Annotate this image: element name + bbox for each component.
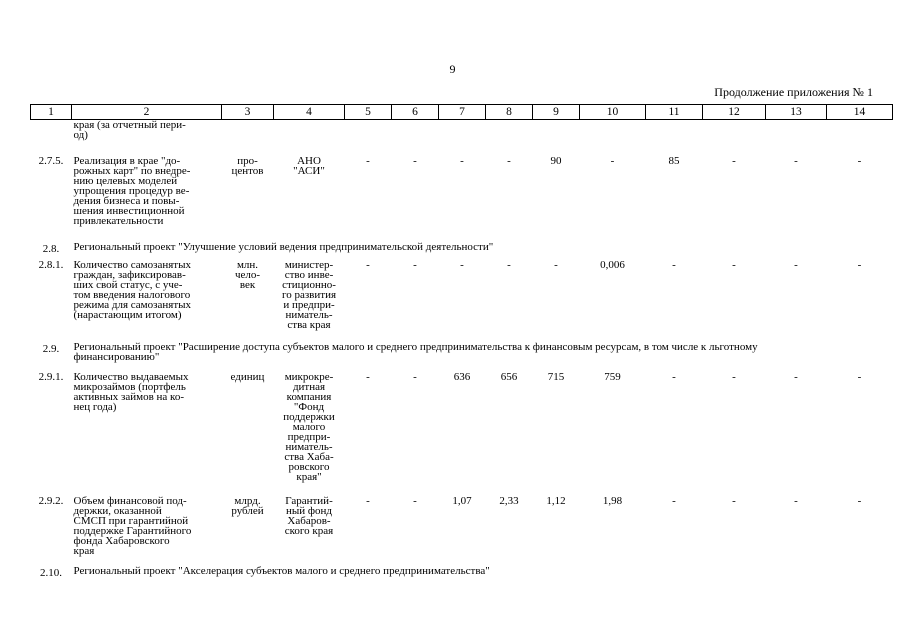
value-cell: - bbox=[554, 258, 558, 271]
page-number: 9 bbox=[449, 62, 456, 76]
value-cell: - bbox=[507, 154, 511, 167]
responsible-cell: АНО "АСИ" bbox=[293, 154, 325, 177]
value-cell: - bbox=[366, 494, 370, 507]
column-header: 3 bbox=[222, 105, 274, 120]
value-cell: - bbox=[732, 154, 736, 167]
column-header: 11 bbox=[646, 105, 703, 120]
unit-cell: про- центов bbox=[231, 154, 264, 177]
section-code: 2.10. bbox=[40, 566, 62, 579]
header-row bbox=[31, 105, 893, 120]
column-header: 6 bbox=[392, 105, 439, 120]
column-header: 12 bbox=[703, 105, 766, 120]
section-title: Региональный проект "Улучшение условий ведения предпринимательской деятельности" bbox=[73, 240, 494, 253]
row-code: 2.7.5. bbox=[38, 154, 64, 167]
value-cell: - bbox=[794, 370, 798, 383]
value-cell: - bbox=[366, 258, 370, 271]
responsible-cell: микрокре- дитная компания "Фонд поддержки малого предпри- ниматель- ства Хаба- ровского края" bbox=[283, 370, 335, 483]
value-cell: 759 bbox=[604, 370, 621, 383]
value-cell: - bbox=[732, 258, 736, 271]
value-cell: - bbox=[460, 154, 464, 167]
value-cell: 636 bbox=[453, 370, 471, 383]
column-header: 2 bbox=[72, 105, 222, 120]
column-header: 13 bbox=[766, 105, 827, 120]
value-cell: 1,12 bbox=[546, 494, 566, 507]
table-row bbox=[31, 372, 893, 496]
row-code: 2.9.2. bbox=[38, 494, 64, 507]
value-cell: - bbox=[366, 154, 370, 167]
indicators-table bbox=[30, 104, 893, 578]
column-header: 7 bbox=[439, 105, 486, 120]
indicator-name: Объем финансовой под- держки, оказанной СМСП при гарантийной поддержке Гарантийного фонда Хабаровского края bbox=[73, 494, 192, 557]
column-header: 14 bbox=[827, 105, 893, 120]
value-cell: - bbox=[672, 370, 676, 383]
table-row bbox=[31, 120, 893, 156]
value-cell: - bbox=[610, 154, 615, 167]
section-row bbox=[31, 562, 893, 578]
table-row bbox=[31, 156, 893, 238]
table-body bbox=[31, 120, 893, 578]
unit-cell: единиц bbox=[230, 370, 265, 383]
value-cell: - bbox=[672, 494, 676, 507]
value-cell: - bbox=[413, 494, 417, 507]
value-cell: 85 bbox=[668, 154, 680, 167]
section-title: Региональный проект "Акселерация субъектов малого и среднего предпринимательства" bbox=[73, 564, 490, 577]
value-cell: - bbox=[857, 370, 862, 383]
value-cell: - bbox=[857, 494, 862, 507]
continuation-label: Продолжение приложения № 1 bbox=[714, 85, 873, 99]
value-cell: 1,98 bbox=[602, 494, 623, 507]
value-cell: - bbox=[794, 494, 798, 507]
value-cell: 715 bbox=[547, 370, 565, 383]
value-cell: - bbox=[366, 370, 370, 383]
indicator-name: края (за отчетный пери- од) bbox=[73, 119, 186, 141]
value-cell: - bbox=[672, 258, 676, 271]
value-cell: - bbox=[794, 258, 798, 271]
unit-cell: млн. чело- век bbox=[234, 258, 261, 291]
table-row bbox=[31, 260, 893, 338]
value-cell: - bbox=[794, 154, 798, 167]
section-title: Региональный проект "Расширение доступа субъектов малого и среднего предпринимательства к финансовым ресурсам, в том числе к льготному финансированию" bbox=[73, 340, 758, 363]
value-cell: - bbox=[857, 258, 862, 271]
value-cell: 2,33 bbox=[499, 494, 519, 507]
empty-cells bbox=[222, 120, 893, 156]
value-cell: - bbox=[413, 258, 417, 271]
value-cell: - bbox=[413, 370, 417, 383]
value-cell: - bbox=[413, 154, 417, 167]
section-row bbox=[31, 238, 893, 260]
value-cell: 656 bbox=[500, 370, 518, 383]
value-cell: - bbox=[732, 494, 736, 507]
value-cell: - bbox=[732, 370, 736, 383]
row-code: 2.8.1. bbox=[38, 258, 64, 271]
column-header: 8 bbox=[486, 105, 533, 120]
column-header: 10 bbox=[580, 105, 646, 120]
value-cell: 1,07 bbox=[452, 494, 472, 507]
indicator-name: Реализация в крае "до- рожных карт" по внедре- нию целевых моделей упрощения процедур ве- дения бизнеса и повы- шения инвестиционной привлекательности bbox=[73, 154, 191, 227]
section-code: 2.8. bbox=[42, 242, 60, 255]
unit-cell: млрд. рублей bbox=[231, 494, 264, 517]
column-header: 1 bbox=[31, 105, 72, 120]
value-cell: - bbox=[857, 154, 862, 167]
column-header: 5 bbox=[345, 105, 392, 120]
table-row bbox=[31, 496, 893, 562]
row-code bbox=[31, 120, 72, 156]
indicator-name: Количество выдаваемых микрозаймов (портфель активных займов на ко- нец года) bbox=[73, 370, 189, 413]
responsible-cell: министер- ство инве- стиционно- го развития и предпри- ниматель- ства края bbox=[281, 258, 337, 331]
responsible-cell: Гарантий- ный фонд Хабаров- ского края bbox=[284, 494, 334, 537]
row-code: 2.9.1. bbox=[38, 370, 64, 383]
value-cell: 0,006 bbox=[600, 258, 625, 271]
value-cell: - bbox=[507, 258, 511, 271]
indicator-name: Количество самозанятых граждан, зафиксировав- ших свой статус, с уче- том введения налогового режима для самозанятых (нарастающим итогом) bbox=[73, 258, 192, 321]
value-cell: - bbox=[460, 258, 464, 271]
column-header: 4 bbox=[274, 105, 345, 120]
section-code: 2.9. bbox=[42, 342, 60, 355]
column-header: 9 bbox=[533, 105, 580, 120]
section-row bbox=[31, 338, 893, 372]
value-cell: 90 bbox=[550, 154, 562, 167]
